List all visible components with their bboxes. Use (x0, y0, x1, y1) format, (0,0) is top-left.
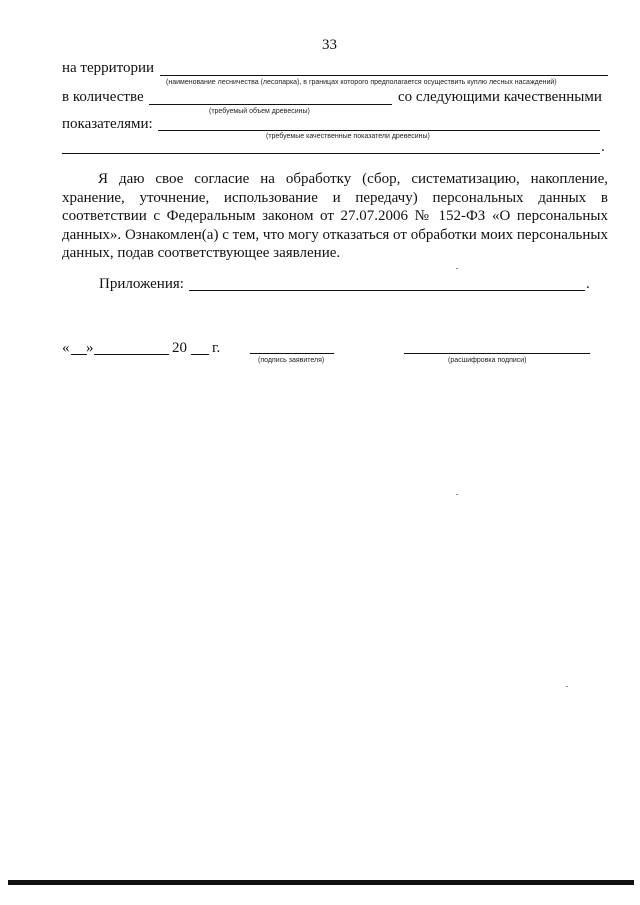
decoding-hint: (расшифровка подписи) (448, 357, 527, 364)
quantity-suffix: со следующими качественными (398, 89, 602, 105)
territory-field-line[interactable] (160, 75, 608, 76)
date-day-line[interactable] (71, 354, 87, 355)
indicators-field-line[interactable] (158, 130, 600, 131)
quantity-field-line[interactable] (149, 104, 392, 105)
date-close-quote: » (86, 340, 94, 356)
attachments-label: Приложения: (99, 276, 184, 292)
consent-paragraph: Я даю свое согласие на обработку (сбор, систематизацию, накопление, хранение, уточнение, использование и передачу) персональных данных в соответствии с Федеральным законом от 27.07.2006 № 152-ФЗ «О персональных данных». Ознакомлен(а) с тем, что могу отказаться от обработки моих персональных данных, подав соответствующее заявление. (62, 171, 608, 262)
scan-bottom-bar (8, 880, 634, 885)
date-open-quote: « (62, 340, 70, 356)
date-year-prefix: 20 (172, 340, 187, 356)
indicators-label: показателями: (62, 116, 153, 132)
indicators-end-dot: . (601, 139, 605, 155)
quantity-label: в количестве (62, 89, 144, 105)
indicators-field-line-2[interactable] (62, 153, 600, 154)
quantity-hint: (требуемый объем древесины) (209, 108, 310, 115)
date-year-suffix: г. (212, 340, 221, 356)
territory-label: на территории (62, 60, 155, 76)
attachments-end-dot: . (586, 276, 590, 292)
scan-speck (456, 494, 458, 495)
territory-hint: (наименование лесничества (лесопарка), в границах которого предполагается осуществить куплю лесных насаждений) (166, 79, 557, 86)
signature-line[interactable] (250, 353, 334, 354)
attachments-field-line[interactable] (189, 290, 585, 291)
scan-speck (566, 686, 568, 687)
scan-speck (456, 268, 458, 269)
decoding-line[interactable] (404, 353, 590, 354)
page-number: 33 (322, 37, 337, 53)
indicators-hint: (требуемые качественные показатели древесины) (266, 133, 430, 140)
date-month-line[interactable] (94, 354, 169, 355)
signature-hint: (подпись заявителя) (258, 357, 325, 364)
date-year-line[interactable] (191, 354, 209, 355)
